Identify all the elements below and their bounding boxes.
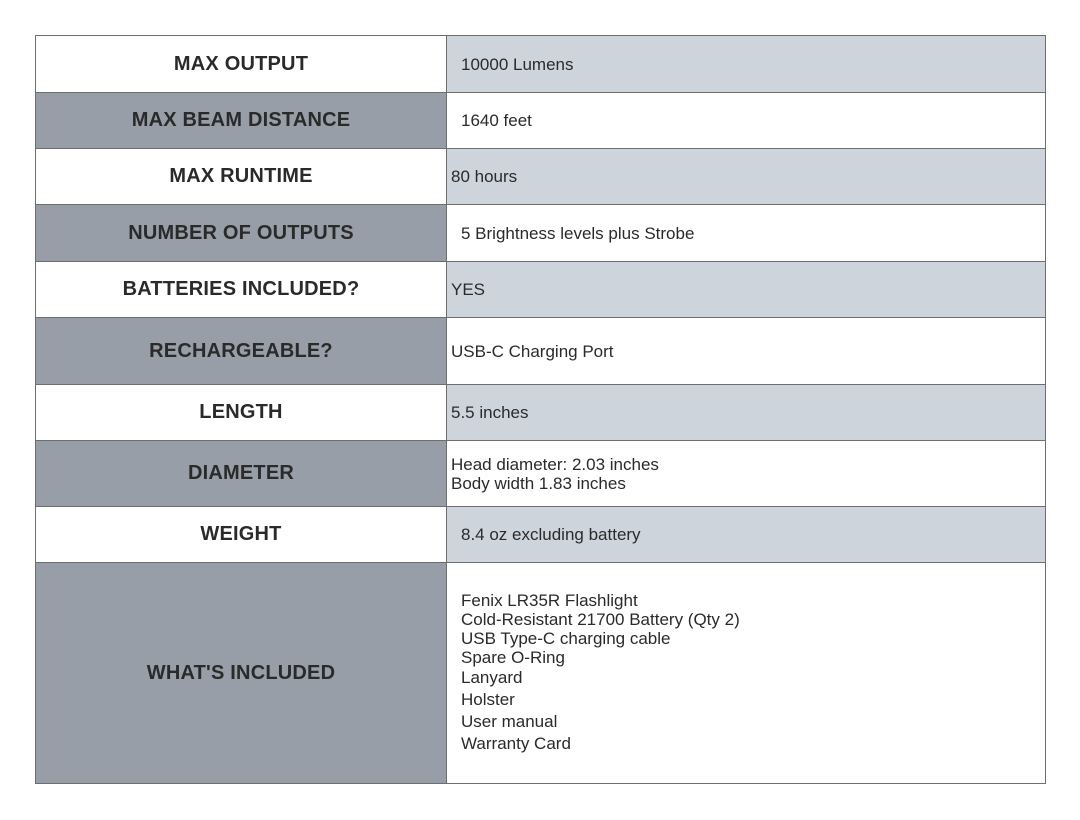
spec-label-max-runtime: MAX RUNTIME <box>36 149 447 205</box>
spec-label-length: LENGTH <box>36 385 447 441</box>
spec-label-max-output: MAX OUTPUT <box>36 36 447 93</box>
table-row <box>36 563 1046 784</box>
included-item: Cold-Resistant 21700 Battery (Qty 2) <box>461 610 740 629</box>
spec-label-max-beam-distance: MAX BEAM DISTANCE <box>36 93 447 149</box>
spec-label-rechargeable: RECHARGEABLE? <box>36 318 447 385</box>
spec-value-diameter <box>447 441 1046 507</box>
spec-value-length: 5.5 inches <box>447 385 1046 441</box>
spec-table <box>35 35 1046 784</box>
table-row <box>36 262 1046 318</box>
spec-label-number-of-outputs: NUMBER OF OUTPUTS <box>36 205 447 262</box>
spec-value-rechargeable: USB-C Charging Port <box>447 318 1046 385</box>
spec-label-whats-included: WHAT'S INCLUDED <box>36 563 447 784</box>
spec-value-max-output: 10000 Lumens <box>447 36 1046 93</box>
table-row <box>36 507 1046 563</box>
table-row <box>36 93 1046 149</box>
table-row <box>36 385 1046 441</box>
included-item: User manual <box>461 712 558 731</box>
spec-label-diameter: DIAMETER <box>36 441 447 507</box>
spec-value-max-runtime: 80 hours <box>447 149 1046 205</box>
spec-label-weight: WEIGHT <box>36 507 447 563</box>
spec-value-weight: 8.4 oz excluding battery <box>447 507 1046 563</box>
included-item: Lanyard <box>461 668 523 687</box>
table-row <box>36 149 1046 205</box>
included-item: USB Type-C charging cable <box>461 629 671 648</box>
spec-value-whats-included <box>447 563 1046 784</box>
spec-value-max-beam-distance: 1640 feet <box>447 93 1046 149</box>
table-row <box>36 205 1046 262</box>
spec-value-number-of-outputs: 5 Brightness levels plus Strobe <box>447 205 1046 262</box>
included-item: Fenix LR35R Flashlight <box>461 591 638 610</box>
diameter-head-line: Head diameter: 2.03 inches <box>451 454 659 474</box>
table-row <box>36 318 1046 385</box>
diameter-body-line: Body width 1.83 inches <box>451 473 626 493</box>
spec-label-batteries-included: BATTERIES INCLUDED? <box>36 262 447 318</box>
included-item: Spare O-Ring <box>461 648 565 667</box>
table-row <box>36 36 1046 93</box>
included-item: Holster <box>461 690 515 709</box>
included-item: Warranty Card <box>461 734 571 753</box>
table-row <box>36 441 1046 507</box>
spec-value-batteries-included: YES <box>447 262 1046 318</box>
